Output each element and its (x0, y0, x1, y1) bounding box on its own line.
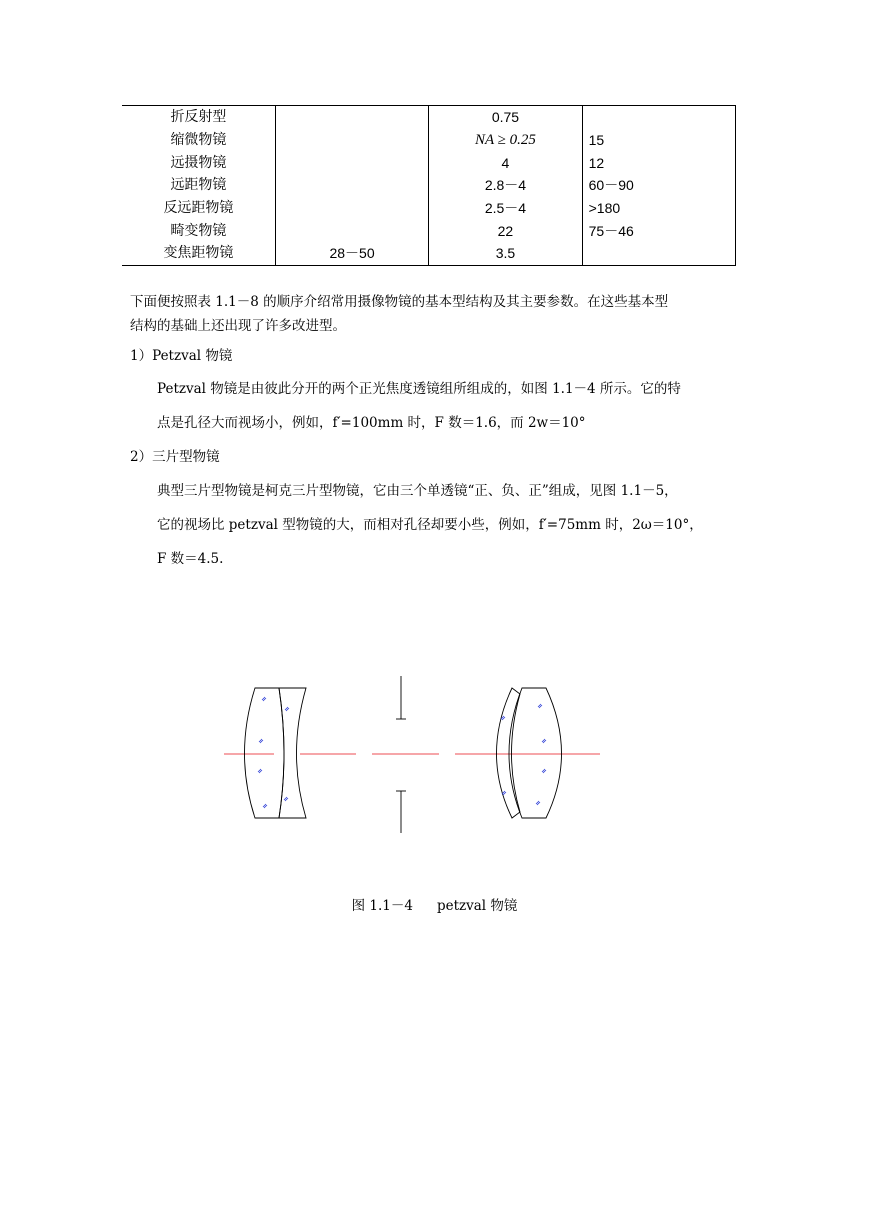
table-row (122, 129, 736, 152)
focal-cell (275, 174, 428, 197)
field-cell: 12 (582, 151, 735, 174)
section-heading-triplet: 2）三片型物镜 (130, 449, 220, 465)
lens-type-cell: 缩微物镜 (170, 132, 227, 149)
focal-cell (275, 129, 428, 152)
petzval-paragraph-line: Petzval 物镜是由彼此分开的两个正光焦度透镜组所组成的，如图 1.1－4 所示。它的特 (157, 381, 681, 397)
lens-type-cell: 反远距物镜 (163, 200, 234, 217)
triplet-paragraph-line: 典型三片型物镜是柯克三片型物镜，它由三个单透镜“正、负、正”组成，见图 1.1－5， (157, 483, 678, 499)
table-row (122, 174, 736, 197)
triplet-paragraph-line: F 数＝4.5. (157, 551, 224, 567)
field-cell (582, 242, 735, 265)
fnumber-cell: 3.5 (429, 242, 582, 265)
focal-cell: 28－50 (275, 242, 428, 265)
front-positive-lens (245, 688, 285, 818)
triplet-paragraph-line: 它的视场比 petzval 型物镜的大，而相对孔径却要小些，例如，f′=75mm 时，2ω＝10°， (157, 517, 703, 533)
table-row (122, 151, 736, 174)
table-row (122, 106, 736, 129)
fnumber-cell: 0.75 (429, 106, 582, 129)
fnumber-cell: 4 (429, 151, 582, 174)
field-cell: 15 (582, 129, 735, 152)
focal-cell (275, 151, 428, 174)
figure-caption-title: petzval 物镜 (436, 898, 518, 914)
rear-negative-lens (497, 688, 521, 818)
front-negative-lens (279, 688, 306, 818)
focal-cell (275, 106, 428, 129)
table-row (122, 242, 736, 265)
lens-type-cell: 折反射型 (122, 106, 275, 129)
fnumber-cell: 22 (429, 219, 582, 242)
field-cell (582, 106, 735, 129)
table-row (122, 197, 736, 220)
section-heading-petzval: 1）Petzval 物镜 (130, 348, 233, 364)
figure-caption-number: 图 1.1－4 (351, 898, 413, 914)
petzval-lens-diagram (220, 672, 605, 837)
fnumber-cell: 2.8－4 (429, 174, 582, 197)
fnumber-cell: 2.5－4 (429, 197, 582, 220)
petzval-paragraph-line: 点是孔径大而视场小，例如，f′=100mm 时，F 数＝1.6，而 2w＝10° (157, 415, 586, 431)
focal-cell (275, 219, 428, 242)
focal-cell (275, 197, 428, 220)
field-cell: 60－90 (582, 174, 735, 197)
lens-type-cell: 远摄物镜 (170, 154, 227, 171)
lens-type-cell: 畸变物镜 (170, 222, 227, 239)
intro-paragraph-line: 结构的基础上还出现了许多改进型。 (130, 318, 346, 334)
aperture-stop (396, 676, 406, 833)
table-row (122, 219, 736, 242)
figure-caption (0, 894, 869, 914)
lens-type-cell: 远距物镜 (170, 177, 227, 194)
field-cell: >180 (582, 197, 735, 220)
lens-type-cell: 变焦距物镜 (122, 242, 275, 265)
fnumber-cell: NA ≥ 0.25 (429, 129, 582, 152)
lens-parameter-table (122, 105, 736, 266)
intro-paragraph-line: 下面便按照表 1.1－8 的顺序介绍常用摄像物镜的基本型结构及其主要参数。在这些基本型 (130, 294, 669, 310)
field-cell: 75－46 (582, 219, 735, 242)
